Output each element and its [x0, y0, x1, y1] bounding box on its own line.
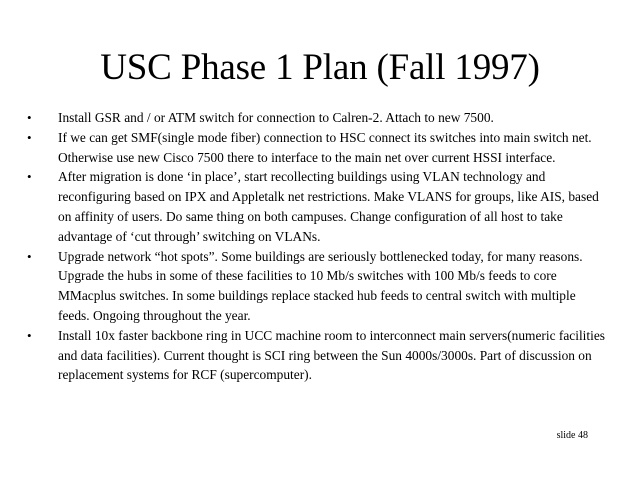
slide-number: slide 48: [556, 430, 588, 441]
bullet-item: [27, 167, 607, 246]
bullet-item: [27, 247, 607, 326]
bullet-list: [27, 108, 607, 385]
bullet-item: [27, 326, 607, 385]
bullet-text: Install 10x faster backbone ring in UCC machine room to interconnect main servers(numeric facilities and data facilities). Current thought is SCI ring between the Sun 4000s/3000s. Part of discussion on replacement systems for RCF (supercomputer).: [58, 327, 605, 383]
bullet-item: [27, 128, 607, 168]
bullet-item: [27, 108, 607, 128]
bullet-text: Install GSR and / or ATM switch for connection to Calren-2. Attach to new 7500.: [58, 110, 494, 125]
bullet-icon: •: [27, 110, 32, 125]
bullet-icon: •: [27, 248, 32, 264]
bullet-icon: •: [27, 169, 32, 185]
bullet-text: If we can get SMF(single mode fiber) connection to HSC connect its switches into main switch net. Otherwise use new Cisco 7500 there to interface to the main net over current HSSI interface.: [58, 129, 592, 165]
bullet-text: After migration is done ‘in place’, start recollecting buildings using VLAN technology and reconfiguring based on IPX and Appletalk net restrictions. Make VLANS for groups, like AIS, based on affinity of users. Do same thing on both campuses. Change configuration of all host to take advantage of ‘cut through’ switching on VLANs.: [58, 169, 599, 244]
bullet-text: Upgrade network “hot spots”. Some buildings are seriously bottlenecked today, for many reasons. Upgrade the hubs in some of these facilities to 10 Mb/s switches with 100 Mb/s feeds to core MMacplus switches. In some buildings replace stacked hub feeds to central switch with multiple feeds. Ongoing throughout the year.: [58, 248, 583, 323]
bullet-icon: •: [27, 129, 32, 145]
slide-title: USC Phase 1 Plan (Fall 1997): [100, 47, 540, 88]
bullet-icon: •: [27, 327, 32, 343]
